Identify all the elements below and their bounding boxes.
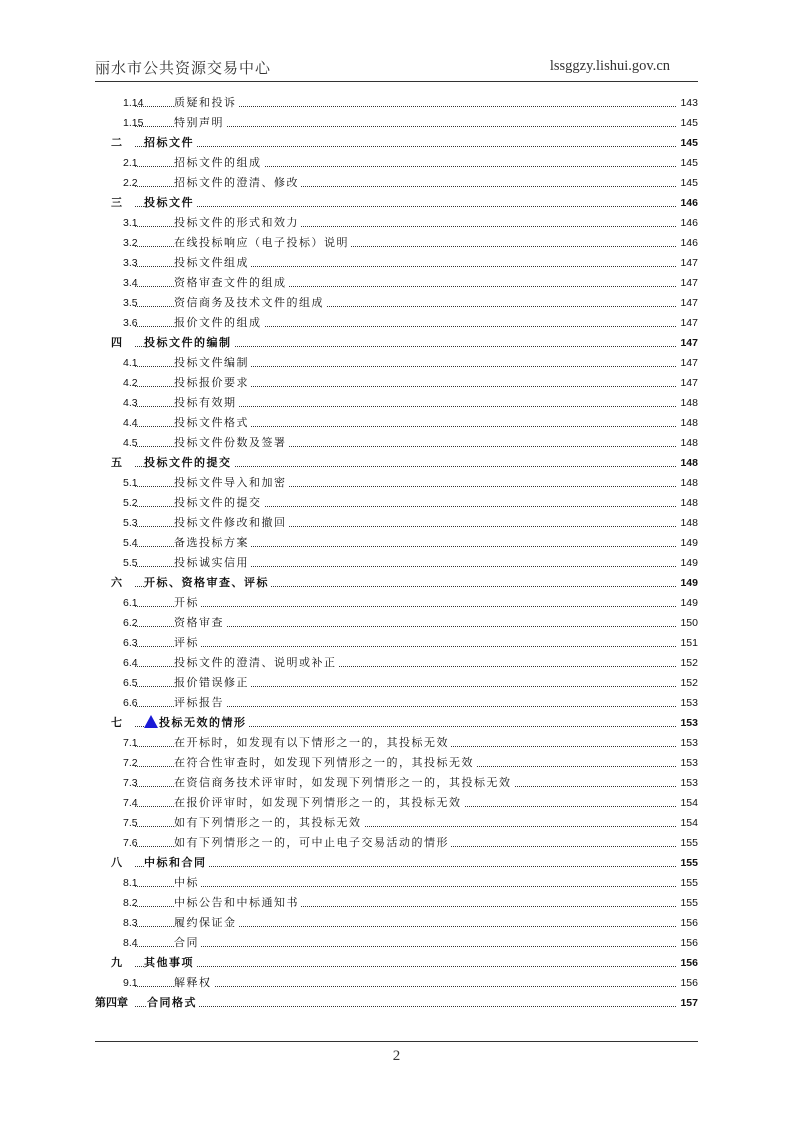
toc-entry[interactable] bbox=[95, 393, 698, 413]
toc-entry-title: 在线投标响应（电子投标）说明 bbox=[174, 236, 349, 249]
toc-entry-title: 合同 bbox=[174, 936, 199, 949]
toc-entry[interactable] bbox=[95, 773, 698, 793]
toc-entry-number: 8.1 bbox=[123, 877, 138, 889]
toc-entry-page: 147 bbox=[679, 333, 698, 353]
toc-entry-number: 4.4 bbox=[123, 417, 138, 429]
toc-entry[interactable] bbox=[95, 213, 698, 233]
toc-entry-title-wrap bbox=[144, 853, 209, 873]
toc-entry-number: 7.6 bbox=[123, 837, 138, 849]
toc-entry-page: 153 bbox=[679, 773, 698, 793]
toc-entry-title: 招标文件的澄清、修改 bbox=[174, 176, 299, 189]
toc-entry-number: 6.2 bbox=[123, 617, 138, 629]
toc-entry-page: 145 bbox=[679, 153, 698, 173]
page-footer bbox=[95, 1041, 698, 1064]
toc-entry[interactable] bbox=[95, 953, 698, 973]
toc-entry-title-wrap bbox=[174, 433, 289, 453]
header-website: lssggzy.lishui.gov.cn bbox=[549, 58, 670, 74]
header-org-name: 丽水市公共资源交易中心 bbox=[95, 59, 272, 77]
toc-entry-title: 报价文件的组成 bbox=[174, 316, 262, 329]
toc-entry-page: 146 bbox=[679, 233, 698, 253]
toc-entry-page: 154 bbox=[679, 813, 698, 833]
toc-entry-title: 评标报告 bbox=[174, 696, 224, 709]
toc-entry-number: 四 bbox=[111, 336, 122, 349]
toc-entry-title-wrap bbox=[174, 973, 214, 993]
dot-leader bbox=[135, 606, 676, 607]
toc-entry-title: 开标 bbox=[174, 596, 199, 609]
toc-entry-title: 如有下列情形之一的，可中止电子交易活动的情形 bbox=[174, 836, 449, 849]
toc-entry-page: 147 bbox=[679, 253, 698, 273]
toc-entry[interactable] bbox=[95, 753, 698, 773]
toc-entry-number: 8.2 bbox=[123, 897, 138, 909]
toc-entry-title-wrap bbox=[174, 273, 289, 293]
toc-entry[interactable] bbox=[95, 933, 698, 953]
toc-entry-page: 156 bbox=[679, 913, 698, 933]
page-header bbox=[95, 55, 698, 82]
toc-entry-number: 5.1 bbox=[123, 477, 138, 489]
toc-entry-title-wrap bbox=[144, 953, 196, 973]
toc-entry[interactable] bbox=[95, 673, 698, 693]
toc-entry-number: 4.2 bbox=[123, 377, 138, 389]
toc-entry-page: 151 bbox=[679, 633, 698, 653]
toc-entry-title: 在报价评审时，如发现下列情形之一的，其投标无效 bbox=[174, 796, 462, 809]
toc-entry-number: 3.1 bbox=[123, 217, 138, 229]
toc-entry-number: 9.1 bbox=[123, 977, 138, 989]
toc-entry-title-wrap bbox=[174, 773, 514, 793]
toc-entry-title: 投标文件的提交 bbox=[144, 456, 232, 469]
toc-entry-title: 开标、资格审查、评标 bbox=[144, 576, 269, 589]
toc-entry-number: 7.4 bbox=[123, 797, 138, 809]
toc-entry[interactable] bbox=[95, 133, 698, 153]
toc-entry-title-wrap bbox=[174, 233, 351, 253]
toc-entry[interactable] bbox=[95, 453, 698, 473]
toc-entry-title: 投标文件修改和撤回 bbox=[174, 516, 287, 529]
toc-entry-number: 8.4 bbox=[123, 937, 138, 949]
toc-entry-title: 资信商务及技术文件的组成 bbox=[174, 296, 324, 309]
toc-entry[interactable] bbox=[95, 633, 698, 653]
toc-entry-title: 投标文件的澄清、说明或补正 bbox=[174, 656, 337, 669]
toc-entry[interactable] bbox=[95, 513, 698, 533]
toc-entry-number: 7.2 bbox=[123, 757, 138, 769]
toc-entry-page: 152 bbox=[679, 673, 698, 693]
toc-entry-title-wrap bbox=[174, 893, 301, 913]
toc-entry-number: 1.14 bbox=[123, 97, 144, 109]
toc-entry[interactable] bbox=[95, 873, 698, 893]
toc-entry-title-wrap bbox=[174, 833, 451, 853]
toc-entry[interactable] bbox=[95, 833, 698, 853]
toc-entry-title-wrap bbox=[174, 653, 339, 673]
toc-entry-title: 中标和合同 bbox=[144, 856, 207, 869]
toc-entry-number: 3.4 bbox=[123, 277, 138, 289]
toc-entry-title: 投标文件份数及签署 bbox=[174, 436, 287, 449]
toc-entry-title-wrap bbox=[144, 573, 271, 593]
toc-entry-title: 投标报价要求 bbox=[174, 376, 249, 389]
toc-entry-number: 4.1 bbox=[123, 357, 138, 369]
toc-entry[interactable] bbox=[95, 853, 698, 873]
toc-entry-title-wrap bbox=[174, 913, 239, 933]
toc-entry[interactable] bbox=[95, 413, 698, 433]
dot-leader bbox=[135, 886, 676, 887]
toc-entry-title-wrap bbox=[174, 673, 251, 693]
toc-entry-title: 中标 bbox=[174, 876, 199, 889]
toc-entry-number: 8.3 bbox=[123, 917, 138, 929]
table-of-contents bbox=[95, 93, 698, 1013]
toc-entry-title-wrap bbox=[174, 253, 251, 273]
toc-entry-title: 质疑和投诉 bbox=[174, 96, 237, 109]
toc-entry-page: 150 bbox=[679, 613, 698, 633]
toc-entry-page: 148 bbox=[679, 453, 698, 473]
toc-entry-title: 履约保证金 bbox=[174, 916, 237, 929]
toc-entry-number: 3.2 bbox=[123, 237, 138, 249]
toc-entry[interactable] bbox=[95, 593, 698, 613]
toc-entry[interactable] bbox=[95, 653, 698, 673]
toc-entry-title-wrap bbox=[174, 933, 201, 953]
toc-entry-number: 六 bbox=[111, 576, 122, 589]
toc-entry-title: 投标无效的情形 bbox=[159, 716, 247, 729]
toc-entry-title: 备选投标方案 bbox=[174, 536, 249, 549]
toc-entry-title-wrap bbox=[147, 993, 199, 1013]
toc-entry-number: 九 bbox=[111, 956, 122, 969]
toc-entry-title-wrap bbox=[174, 813, 364, 833]
toc-entry-title-wrap bbox=[174, 413, 251, 433]
toc-entry-page: 148 bbox=[679, 493, 698, 513]
toc-entry[interactable] bbox=[95, 433, 698, 453]
toc-entry-page: 154 bbox=[679, 793, 698, 813]
toc-entry-title-wrap bbox=[144, 333, 234, 353]
toc-entry-title: 解释权 bbox=[174, 976, 212, 989]
toc-entry[interactable] bbox=[95, 533, 698, 553]
toc-entry-number: 5.5 bbox=[123, 557, 138, 569]
dot-leader bbox=[135, 986, 676, 987]
toc-entry-number: 7.5 bbox=[123, 817, 138, 829]
toc-entry-page: 148 bbox=[679, 413, 698, 433]
toc-entry[interactable] bbox=[95, 313, 698, 333]
toc-entry-title-wrap bbox=[174, 153, 264, 173]
toc-entry-page: 148 bbox=[679, 433, 698, 453]
toc-entry-number: 1.15 bbox=[123, 117, 144, 129]
toc-entry-title-wrap bbox=[174, 633, 201, 653]
toc-entry-title-wrap bbox=[174, 693, 226, 713]
dot-leader bbox=[135, 206, 676, 207]
dot-leader bbox=[135, 646, 676, 647]
toc-entry-title: 在开标时，如发现有以下情形之一的，其投标无效 bbox=[174, 736, 449, 749]
toc-entry-title-wrap bbox=[144, 133, 196, 153]
toc-entry[interactable] bbox=[95, 733, 698, 753]
toc-entry-page: 145 bbox=[679, 113, 698, 133]
toc-entry-title: 报价错误修正 bbox=[174, 676, 249, 689]
toc-entry[interactable] bbox=[95, 893, 698, 913]
toc-entry-number: 3.3 bbox=[123, 257, 138, 269]
toc-entry-title-wrap bbox=[144, 713, 249, 733]
toc-entry-title-wrap bbox=[144, 193, 196, 213]
toc-entry-title-wrap bbox=[174, 473, 289, 493]
triangle-marker-icon bbox=[144, 715, 158, 728]
toc-entry-title: 投标文件的编制 bbox=[144, 336, 232, 349]
toc-entry[interactable] bbox=[95, 353, 698, 373]
toc-entry[interactable] bbox=[95, 913, 698, 933]
toc-entry[interactable] bbox=[95, 573, 698, 593]
toc-entry-title: 招标文件的组成 bbox=[174, 156, 262, 169]
toc-entry-number: 3.6 bbox=[123, 317, 138, 329]
toc-entry-page: 149 bbox=[679, 533, 698, 553]
toc-entry-title: 投标文件的提交 bbox=[174, 496, 262, 509]
toc-entry-page: 156 bbox=[679, 973, 698, 993]
toc-entry-title-wrap bbox=[174, 393, 239, 413]
toc-entry-number: 5.3 bbox=[123, 517, 138, 529]
toc-entry-number: 6.1 bbox=[123, 597, 138, 609]
toc-entry[interactable] bbox=[95, 253, 698, 273]
toc-entry-title-wrap bbox=[174, 533, 251, 553]
toc-entry-title-wrap bbox=[174, 373, 251, 393]
toc-entry-title: 资格审查文件的组成 bbox=[174, 276, 287, 289]
toc-entry-title-wrap bbox=[174, 113, 226, 133]
toc-entry-page: 155 bbox=[679, 833, 698, 853]
dot-leader bbox=[135, 866, 676, 867]
toc-entry-title-wrap bbox=[174, 173, 301, 193]
toc-entry-page: 153 bbox=[679, 693, 698, 713]
toc-entry-page: 155 bbox=[679, 873, 698, 893]
toc-entry-title: 中标公告和中标通知书 bbox=[174, 896, 299, 909]
toc-entry-title-wrap bbox=[174, 293, 326, 313]
toc-entry-number: 4.3 bbox=[123, 397, 138, 409]
dot-leader bbox=[135, 946, 676, 947]
toc-entry-number: 三 bbox=[111, 196, 122, 209]
toc-entry-page: 147 bbox=[679, 353, 698, 373]
toc-entry-title: 投标文件组成 bbox=[174, 256, 249, 269]
toc-entry-page: 147 bbox=[679, 313, 698, 333]
toc-entry-number: 7.3 bbox=[123, 777, 138, 789]
toc-entry-title-wrap bbox=[174, 493, 264, 513]
toc-entry[interactable] bbox=[95, 173, 698, 193]
toc-entry-title: 投标文件的形式和效力 bbox=[174, 216, 299, 229]
toc-entry-number: 5.4 bbox=[123, 537, 138, 549]
toc-entry-number: 第四章 bbox=[95, 996, 128, 1009]
toc-entry-page: 149 bbox=[679, 553, 698, 573]
toc-entry-title-wrap bbox=[174, 353, 251, 373]
toc-entry-page: 149 bbox=[679, 573, 698, 593]
toc-entry[interactable] bbox=[95, 233, 698, 253]
toc-entry[interactable] bbox=[95, 993, 698, 1013]
toc-entry-title: 评标 bbox=[174, 636, 199, 649]
toc-entry-title-wrap bbox=[174, 753, 476, 773]
toc-entry[interactable] bbox=[95, 333, 698, 353]
toc-entry-title: 投标有效期 bbox=[174, 396, 237, 409]
toc-entry-title: 投标文件 bbox=[144, 196, 194, 209]
toc-entry[interactable] bbox=[95, 493, 698, 513]
toc-entry-title-wrap bbox=[174, 553, 251, 573]
toc-entry[interactable] bbox=[95, 813, 698, 833]
dot-leader bbox=[135, 966, 676, 967]
toc-entry-title: 其他事项 bbox=[144, 956, 194, 969]
toc-entry-page: 156 bbox=[679, 933, 698, 953]
toc-entry-title-wrap bbox=[174, 613, 226, 633]
toc-entry-title: 投标文件编制 bbox=[174, 356, 249, 369]
toc-entry-title: 投标文件格式 bbox=[174, 416, 249, 429]
toc-entry[interactable] bbox=[95, 273, 698, 293]
toc-entry-page: 145 bbox=[679, 133, 698, 153]
toc-entry[interactable] bbox=[95, 473, 698, 493]
toc-entry-number: 6.6 bbox=[123, 697, 138, 709]
toc-entry[interactable] bbox=[95, 153, 698, 173]
toc-entry[interactable] bbox=[95, 293, 698, 313]
toc-entry-page: 147 bbox=[679, 273, 698, 293]
toc-entry-page: 147 bbox=[679, 293, 698, 313]
toc-entry-title: 合同格式 bbox=[147, 996, 197, 1009]
toc-entry-page: 145 bbox=[679, 173, 698, 193]
toc-entry-number: 五 bbox=[111, 456, 122, 469]
toc-entry-page: 143 bbox=[679, 93, 698, 113]
toc-entry-page: 147 bbox=[679, 373, 698, 393]
toc-entry-title-wrap bbox=[174, 733, 451, 753]
toc-entry-number: 3.5 bbox=[123, 297, 138, 309]
dot-leader bbox=[135, 146, 676, 147]
toc-entry-page: 148 bbox=[679, 393, 698, 413]
toc-entry[interactable] bbox=[95, 373, 698, 393]
toc-entry-number: 6.5 bbox=[123, 677, 138, 689]
toc-entry-number: 6.4 bbox=[123, 657, 138, 669]
toc-entry-title-wrap bbox=[174, 593, 201, 613]
toc-entry-number: 2.2 bbox=[123, 177, 138, 189]
toc-entry-page: 148 bbox=[679, 513, 698, 533]
toc-entry-page: 155 bbox=[679, 853, 698, 873]
toc-entry[interactable] bbox=[95, 973, 698, 993]
toc-entry-title-wrap bbox=[174, 793, 464, 813]
toc-entry-page: 157 bbox=[679, 993, 698, 1013]
toc-entry-number: 二 bbox=[111, 136, 122, 149]
toc-entry[interactable] bbox=[95, 113, 698, 133]
toc-entry-title: 在符合性审查时，如发现下列情形之一的，其投标无效 bbox=[174, 756, 474, 769]
toc-entry-number: 5.2 bbox=[123, 497, 138, 509]
toc-entry-title: 招标文件 bbox=[144, 136, 194, 149]
toc-entry-page: 153 bbox=[679, 713, 698, 733]
toc-entry-page: 152 bbox=[679, 653, 698, 673]
toc-entry[interactable] bbox=[95, 93, 698, 113]
toc-entry[interactable] bbox=[95, 613, 698, 633]
dot-leader bbox=[135, 1006, 676, 1007]
toc-entry-title-wrap bbox=[174, 873, 201, 893]
toc-entry-title-wrap bbox=[174, 213, 301, 233]
toc-entry-title: 资格审查 bbox=[174, 616, 224, 629]
toc-entry[interactable] bbox=[95, 553, 698, 573]
toc-entry-page: 153 bbox=[679, 753, 698, 773]
toc-entry-number: 七 bbox=[111, 716, 122, 729]
toc-entry-page: 156 bbox=[679, 953, 698, 973]
toc-entry-page: 153 bbox=[679, 733, 698, 753]
toc-entry-page: 146 bbox=[679, 213, 698, 233]
toc-entry-title: 特别声明 bbox=[174, 116, 224, 129]
toc-entry[interactable] bbox=[95, 693, 698, 713]
toc-entry[interactable] bbox=[95, 193, 698, 213]
toc-entry-title: 在资信商务技术评审时，如发现下列情形之一的，其投标无效 bbox=[174, 776, 512, 789]
toc-entry-number: 7.1 bbox=[123, 737, 138, 749]
toc-entry-page: 148 bbox=[679, 473, 698, 493]
toc-entry-title: 投标诚实信用 bbox=[174, 556, 249, 569]
toc-entry-page: 146 bbox=[679, 193, 698, 213]
page-number: 2 bbox=[392, 1048, 401, 1064]
toc-entry-number: 4.5 bbox=[123, 437, 138, 449]
toc-entry-title: 如有下列情形之一的，其投标无效 bbox=[174, 816, 362, 829]
toc-entry[interactable] bbox=[95, 793, 698, 813]
toc-entry[interactable] bbox=[95, 713, 698, 733]
toc-entry-page: 155 bbox=[679, 893, 698, 913]
toc-entry-page: 149 bbox=[679, 593, 698, 613]
toc-entry-title-wrap bbox=[174, 513, 289, 533]
toc-entry-title-wrap bbox=[174, 313, 264, 333]
toc-entry-title-wrap bbox=[174, 93, 239, 113]
toc-entry-title: 投标文件导入和加密 bbox=[174, 476, 287, 489]
toc-entry-title-wrap bbox=[144, 453, 234, 473]
toc-entry-number: 八 bbox=[111, 856, 122, 869]
toc-entry-number: 6.3 bbox=[123, 637, 138, 649]
toc-entry-number: 2.1 bbox=[123, 157, 138, 169]
